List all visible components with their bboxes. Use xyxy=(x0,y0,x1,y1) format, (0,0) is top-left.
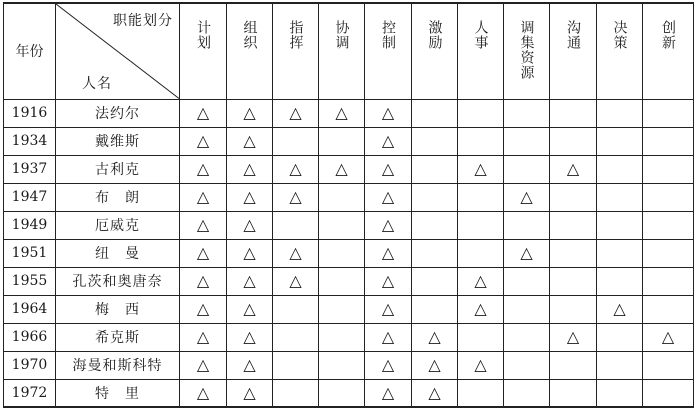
triangle-icon: △ xyxy=(243,299,256,318)
empty-cell xyxy=(550,295,597,323)
empty-cell xyxy=(412,267,458,295)
empty-cell xyxy=(319,351,365,379)
triangle-mark-cell xyxy=(227,99,273,127)
triangle-icon: △ xyxy=(428,355,441,374)
year-cell: 1951 xyxy=(4,239,56,267)
triangle-mark-cell xyxy=(227,267,273,295)
empty-cell xyxy=(597,183,643,211)
function-header-label: 调集资源 xyxy=(518,20,535,80)
triangle-mark-cell xyxy=(365,211,412,239)
empty-cell xyxy=(273,379,319,407)
triangle-mark-cell xyxy=(180,351,227,379)
function-header-9 xyxy=(550,3,597,99)
triangle-icon: △ xyxy=(243,215,256,234)
function-header-label: 控制 xyxy=(380,20,396,50)
triangle-icon: △ xyxy=(196,355,210,374)
triangle-icon: △ xyxy=(243,355,256,374)
function-division-label: 职能划分 xyxy=(113,13,173,29)
empty-cell xyxy=(504,323,550,351)
triangle-icon: △ xyxy=(243,271,256,290)
empty-cell xyxy=(550,379,597,407)
year-cell: 1964 xyxy=(4,295,56,323)
triangle-icon: △ xyxy=(243,131,256,150)
empty-cell xyxy=(643,211,694,239)
triangle-icon: △ xyxy=(381,271,395,290)
triangle-icon: △ xyxy=(243,327,256,346)
empty-cell xyxy=(597,379,643,407)
empty-cell xyxy=(273,351,319,379)
triangle-icon: △ xyxy=(196,327,210,346)
function-table-wrapper xyxy=(3,2,693,416)
year-cell: 1966 xyxy=(4,323,56,351)
triangle-icon: △ xyxy=(520,243,533,262)
empty-cell xyxy=(273,211,319,239)
empty-cell xyxy=(273,323,319,351)
triangle-icon: △ xyxy=(196,299,210,318)
empty-cell xyxy=(458,99,504,127)
empty-cell xyxy=(550,183,597,211)
triangle-icon: △ xyxy=(381,187,395,206)
triangle-icon: △ xyxy=(566,159,580,178)
triangle-icon: △ xyxy=(613,299,626,318)
table-row xyxy=(4,211,694,239)
empty-cell xyxy=(643,155,694,183)
triangle-mark-cell xyxy=(365,351,412,379)
triangle-mark-cell xyxy=(180,379,227,407)
name-cell: 戴维斯 xyxy=(56,127,180,155)
function-header-label: 组织 xyxy=(241,20,258,50)
empty-cell xyxy=(504,267,550,295)
triangle-mark-cell xyxy=(273,155,319,183)
empty-cell xyxy=(319,267,365,295)
triangle-icon: △ xyxy=(381,355,395,374)
triangle-icon: △ xyxy=(381,131,395,150)
triangle-mark-cell xyxy=(365,379,412,407)
empty-cell xyxy=(504,211,550,239)
triangle-mark-cell xyxy=(643,323,694,351)
triangle-mark-cell xyxy=(180,183,227,211)
person-name-label: 人名 xyxy=(82,75,112,92)
empty-cell xyxy=(550,267,597,295)
triangle-icon: △ xyxy=(196,103,210,122)
empty-cell xyxy=(319,379,365,407)
triangle-icon: △ xyxy=(381,327,395,346)
empty-cell xyxy=(319,211,365,239)
triangle-mark-cell xyxy=(273,267,319,295)
empty-cell xyxy=(643,99,694,127)
empty-cell xyxy=(597,351,643,379)
table-row xyxy=(4,127,694,155)
function-header-label: 协调 xyxy=(333,20,350,50)
function-header-label: 创新 xyxy=(660,20,676,50)
empty-cell xyxy=(550,239,597,267)
empty-cell xyxy=(597,155,643,183)
triangle-mark-cell xyxy=(227,155,273,183)
triangle-icon: △ xyxy=(196,159,210,178)
year-cell: 1937 xyxy=(4,155,56,183)
function-header-11 xyxy=(643,3,694,99)
function-header-3 xyxy=(273,3,319,99)
triangle-icon: △ xyxy=(474,271,487,290)
triangle-mark-cell xyxy=(180,211,227,239)
empty-cell xyxy=(597,211,643,239)
triangle-icon: △ xyxy=(289,159,302,178)
empty-cell xyxy=(458,211,504,239)
triangle-mark-cell xyxy=(273,99,319,127)
triangle-mark-cell xyxy=(180,239,227,267)
empty-cell xyxy=(643,239,694,267)
empty-cell xyxy=(273,295,319,323)
triangle-icon: △ xyxy=(428,382,441,402)
name-cell: 希克斯 xyxy=(56,323,180,351)
empty-cell xyxy=(550,351,597,379)
triangle-icon: △ xyxy=(243,243,256,262)
year-cell: 1934 xyxy=(4,127,56,155)
triangle-mark-cell xyxy=(365,155,412,183)
empty-cell xyxy=(458,183,504,211)
empty-cell xyxy=(273,127,319,155)
triangle-mark-cell xyxy=(227,127,273,155)
empty-cell xyxy=(412,155,458,183)
triangle-icon: △ xyxy=(289,187,302,206)
triangle-icon: △ xyxy=(243,187,256,206)
triangle-mark-cell xyxy=(227,323,273,351)
triangle-mark-cell xyxy=(412,351,458,379)
year-cell: 1955 xyxy=(4,267,56,295)
triangle-icon: △ xyxy=(289,243,302,262)
triangle-mark-cell xyxy=(227,379,273,407)
triangle-mark-cell xyxy=(180,155,227,183)
triangle-mark-cell xyxy=(458,155,504,183)
triangle-icon: △ xyxy=(474,159,487,178)
triangle-mark-cell xyxy=(273,183,319,211)
empty-cell xyxy=(319,323,365,351)
triangle-mark-cell xyxy=(180,267,227,295)
management-functions-table xyxy=(3,2,694,408)
triangle-mark-cell xyxy=(227,351,273,379)
name-cell: 孔茨和奥唐奈 xyxy=(56,267,180,295)
triangle-mark-cell xyxy=(227,183,273,211)
function-header-10 xyxy=(597,3,643,99)
function-header-label: 沟通 xyxy=(565,20,581,50)
table-body xyxy=(4,99,694,407)
empty-cell xyxy=(597,239,643,267)
triangle-icon: △ xyxy=(196,131,210,150)
triangle-mark-cell xyxy=(550,323,597,351)
empty-cell xyxy=(550,127,597,155)
triangle-mark-cell xyxy=(365,295,412,323)
triangle-mark-cell xyxy=(365,99,412,127)
year-cell: 1947 xyxy=(4,183,56,211)
triangle-mark-cell xyxy=(227,211,273,239)
empty-cell xyxy=(319,295,365,323)
triangle-mark-cell xyxy=(319,99,365,127)
name-cell: 厄威克 xyxy=(56,211,180,239)
empty-cell xyxy=(550,99,597,127)
triangle-mark-cell xyxy=(180,323,227,351)
empty-cell xyxy=(643,295,694,323)
function-header-label: 激励 xyxy=(426,20,443,50)
function-header-label: 指挥 xyxy=(287,20,304,50)
triangle-mark-cell xyxy=(412,379,458,407)
triangle-mark-cell xyxy=(180,99,227,127)
triangle-mark-cell xyxy=(458,351,504,379)
empty-cell xyxy=(597,99,643,127)
table-row xyxy=(4,239,694,267)
triangle-icon: △ xyxy=(243,382,256,402)
empty-cell xyxy=(412,211,458,239)
triangle-mark-cell xyxy=(365,267,412,295)
triangle-mark-cell xyxy=(180,127,227,155)
year-column-header: 年份 xyxy=(4,3,56,99)
empty-cell xyxy=(597,267,643,295)
empty-cell xyxy=(458,323,504,351)
year-cell: 1916 xyxy=(4,99,56,127)
empty-cell xyxy=(504,295,550,323)
year-cell: 1972 xyxy=(4,379,56,407)
empty-cell xyxy=(504,379,550,407)
name-cell: 特 里 xyxy=(56,379,180,407)
triangle-mark-cell xyxy=(365,183,412,211)
triangle-icon: △ xyxy=(520,187,533,206)
triangle-mark-cell xyxy=(319,155,365,183)
empty-cell xyxy=(504,351,550,379)
empty-cell xyxy=(319,127,365,155)
triangle-icon: △ xyxy=(196,271,210,290)
empty-cell xyxy=(412,183,458,211)
triangle-mark-cell xyxy=(227,239,273,267)
triangle-icon: △ xyxy=(335,159,348,178)
triangle-icon: △ xyxy=(381,243,395,262)
diagonal-header-cell xyxy=(56,3,180,99)
triangle-icon: △ xyxy=(289,271,302,290)
triangle-icon: △ xyxy=(428,327,441,346)
empty-cell xyxy=(504,155,550,183)
function-header-4 xyxy=(319,3,365,99)
triangle-icon: △ xyxy=(474,299,487,318)
name-cell: 海曼和斯科特 xyxy=(56,351,180,379)
triangle-icon: △ xyxy=(381,103,395,122)
function-header-5 xyxy=(365,3,412,99)
empty-cell xyxy=(504,127,550,155)
name-cell: 梅 西 xyxy=(56,295,180,323)
triangle-icon: △ xyxy=(289,103,302,122)
triangle-mark-cell xyxy=(597,295,643,323)
empty-cell xyxy=(504,99,550,127)
year-cell: 1949 xyxy=(4,211,56,239)
triangle-icon: △ xyxy=(243,159,256,178)
triangle-icon: △ xyxy=(243,103,256,122)
empty-cell xyxy=(597,323,643,351)
empty-cell xyxy=(643,267,694,295)
triangle-mark-cell xyxy=(365,323,412,351)
empty-cell xyxy=(412,295,458,323)
empty-cell xyxy=(319,183,365,211)
triangle-mark-cell xyxy=(365,127,412,155)
empty-cell xyxy=(412,99,458,127)
empty-cell xyxy=(643,351,694,379)
empty-cell xyxy=(643,183,694,211)
year-cell: 1970 xyxy=(4,351,56,379)
name-cell: 纽 曼 xyxy=(56,239,180,267)
table-row xyxy=(4,267,694,295)
triangle-icon: △ xyxy=(661,327,675,346)
function-header-6 xyxy=(412,3,458,99)
header-row xyxy=(4,3,694,99)
name-cell: 古利克 xyxy=(56,155,180,183)
triangle-mark-cell xyxy=(180,295,227,323)
function-header-label: 决策 xyxy=(611,20,628,50)
table-row xyxy=(4,155,694,183)
triangle-mark-cell xyxy=(550,155,597,183)
empty-cell xyxy=(458,239,504,267)
function-header-label: 计划 xyxy=(195,20,211,50)
name-cell: 法约尔 xyxy=(56,99,180,127)
triangle-icon: △ xyxy=(196,187,210,206)
triangle-icon: △ xyxy=(566,327,580,346)
triangle-mark-cell xyxy=(504,183,550,211)
function-header-1 xyxy=(180,3,227,99)
empty-cell xyxy=(412,239,458,267)
triangle-icon: △ xyxy=(196,215,210,234)
triangle-icon: △ xyxy=(381,215,395,234)
function-header-8 xyxy=(504,3,550,99)
table-row xyxy=(4,351,694,379)
triangle-mark-cell xyxy=(227,295,273,323)
triangle-icon: △ xyxy=(196,243,210,262)
triangle-mark-cell xyxy=(365,239,412,267)
empty-cell xyxy=(412,127,458,155)
empty-cell xyxy=(597,127,643,155)
table-row xyxy=(4,99,694,127)
function-header-label: 人事 xyxy=(472,20,489,50)
empty-cell xyxy=(550,211,597,239)
table-row xyxy=(4,295,694,323)
name-cell: 布 朗 xyxy=(56,183,180,211)
triangle-icon: △ xyxy=(381,159,395,178)
triangle-icon: △ xyxy=(381,299,395,318)
triangle-mark-cell xyxy=(458,295,504,323)
triangle-icon: △ xyxy=(474,355,487,374)
empty-cell xyxy=(319,239,365,267)
triangle-mark-cell xyxy=(412,323,458,351)
table-row xyxy=(4,183,694,211)
triangle-icon: △ xyxy=(196,382,210,402)
triangle-icon: △ xyxy=(335,103,348,122)
function-header-2 xyxy=(227,3,273,99)
empty-cell xyxy=(643,379,694,407)
function-header-7 xyxy=(458,3,504,99)
triangle-icon: △ xyxy=(381,382,395,402)
table-row xyxy=(4,323,694,351)
triangle-mark-cell xyxy=(273,239,319,267)
table-row xyxy=(4,379,694,407)
empty-cell xyxy=(458,127,504,155)
triangle-mark-cell xyxy=(458,267,504,295)
empty-cell xyxy=(458,379,504,407)
empty-cell xyxy=(643,127,694,155)
triangle-mark-cell xyxy=(504,239,550,267)
